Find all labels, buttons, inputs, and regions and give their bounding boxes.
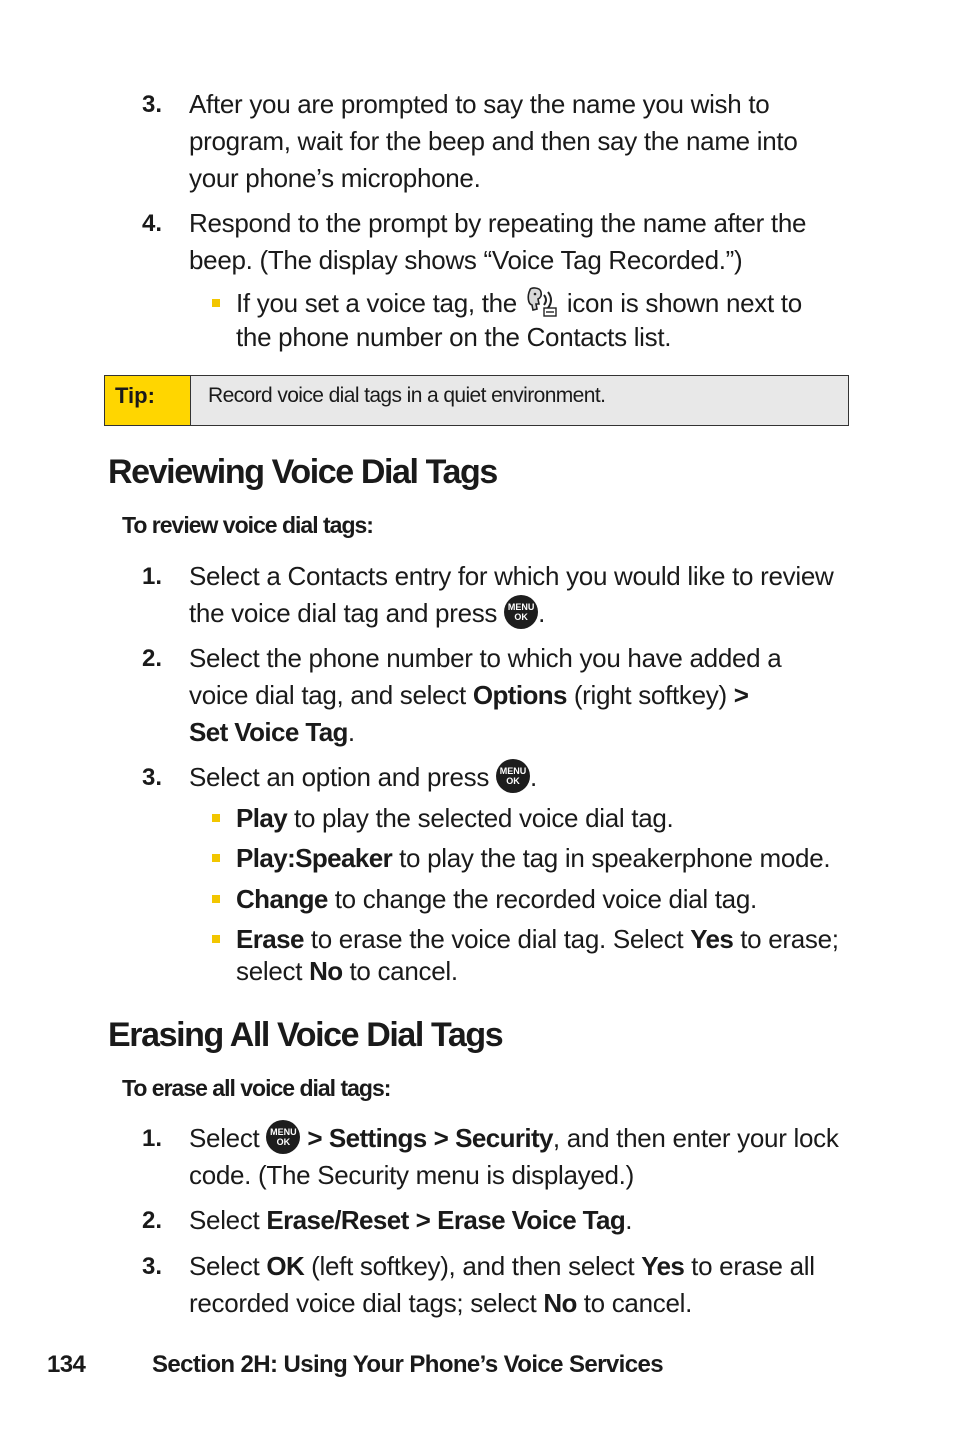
step-text: After you are prompted to say the name you wish to program, wait for the beep and then say the name into your phone’s microphone. — [189, 89, 798, 193]
step-text: Select the phone number to which you have added a voice dial tag, and select Options (right softkey) > Set Voice Tag. — [189, 643, 782, 747]
step-text: Select OK (left softkey), and then select Yes to erase all recorded voice dial tags; select No to cancel. — [189, 1251, 815, 1318]
step-number: 2. — [142, 645, 163, 672]
step-number: 3. — [142, 1253, 163, 1280]
menu-separator: > — [307, 1123, 322, 1153]
procedure-subheading: To erase all voice dial tags: — [122, 1075, 391, 1101]
menu-path-label: Set Voice Tag — [189, 717, 348, 747]
softkey-label: Options — [472, 680, 567, 710]
step-number: 1. — [142, 563, 163, 590]
bullet-marker — [212, 299, 220, 307]
bullet-marker — [212, 814, 220, 822]
tip-box — [104, 375, 849, 426]
section-heading: Erasing All Voice Dial Tags — [108, 1016, 503, 1054]
step-number: 2. — [142, 1207, 163, 1234]
option-label: Play — [236, 803, 288, 833]
softkey-label: OK — [266, 1251, 305, 1281]
bullet-text: If you set a voice tag, the icon is shown next to the phone number on the Contacts list. — [236, 288, 802, 353]
tip-text: Record voice dial tags in a quiet environment. — [208, 384, 606, 407]
bullet-marker — [212, 935, 220, 943]
step-number: 4. — [142, 210, 163, 237]
step-number: 3. — [142, 764, 163, 791]
option-label: Play:Speaker — [236, 843, 393, 873]
section-footer: Section 2H: Using Your Phone’s Voice Services — [152, 1351, 663, 1378]
menu-path-label: Security — [455, 1123, 553, 1153]
menu-ok-button-icon: MENU OK — [496, 759, 530, 793]
bullet-text: Play:Speaker to play the tag in speakerphone mode. — [236, 843, 831, 873]
menu-separator: > — [415, 1205, 431, 1235]
menu-path-label: Erase Voice Tag — [437, 1205, 626, 1235]
bullet-marker — [212, 854, 220, 862]
option-label: Erase — [236, 924, 304, 954]
bullet-text: Change to change the recorded voice dial tag. — [236, 884, 757, 914]
step-number: 1. — [142, 1125, 163, 1152]
step-text: Respond to the prompt by repeating the name after the beep. (The display shows “Voice Tag Recorded.”) — [189, 208, 807, 275]
voice-tag-icon — [524, 286, 560, 318]
procedure-subheading: To review voice dial tags: — [122, 512, 373, 538]
step-text: Select a Contacts entry for which you would like to review the voice dial tag and press MENU OK . — [189, 561, 834, 628]
bullet-text: Erase to erase the voice dial tag. Select Yes to erase; select No to cancel. — [236, 924, 839, 986]
tip-label: Tip: — [105, 376, 191, 425]
menu-separator: > — [733, 680, 749, 710]
menu-ok-button-icon: MENU OK — [504, 595, 538, 629]
menu-path-label: Settings — [328, 1123, 427, 1153]
page-number: 134 — [47, 1351, 86, 1378]
step-text: Select Erase/Reset > Erase Voice Tag. — [189, 1205, 633, 1235]
bullet-text: Play to play the selected voice dial tag. — [236, 803, 674, 833]
option-label: Change — [236, 884, 328, 914]
step-number: 3. — [142, 91, 163, 118]
menu-ok-button-icon: MENU OK — [266, 1120, 300, 1154]
menu-separator: > — [433, 1123, 449, 1153]
step-text: Select an option and press MENU OK . — [189, 759, 537, 796]
menu-path-label: Erase/Reset — [266, 1205, 409, 1235]
section-heading: Reviewing Voice Dial Tags — [108, 453, 497, 491]
step-text: Select MENU OK > Settings > Security, and then enter your lock code. (The Security menu is displayed.) — [189, 1120, 839, 1194]
bullet-marker — [212, 895, 220, 903]
